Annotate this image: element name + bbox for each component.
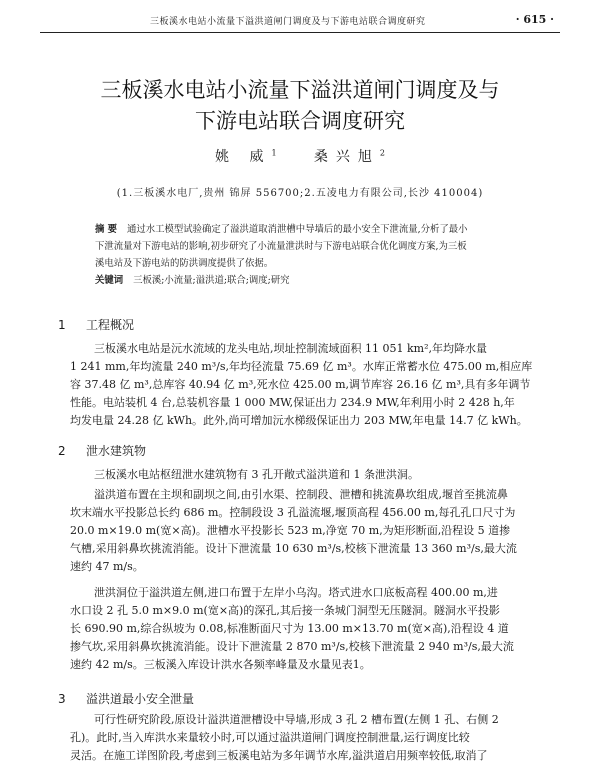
- section-heading: [58, 316, 134, 333]
- author-affiliation-mark: 1: [271, 148, 277, 158]
- paragraph: [70, 584, 540, 674]
- text-line: 可行性研究阶段,原设计溢洪道泄槽设中导墙,形成 3 孔 2 槽布置(左侧 1 孔、右侧 2: [94, 713, 499, 726]
- section-number: 2: [58, 444, 66, 458]
- text-line: 容 37.48 亿 m³,总库容 40.94 亿 m³,死水位 425.00 m,调节库容 26.16 亿 m³,具有多年调节: [70, 378, 531, 391]
- running-title: 三板溪水电站小流量下溢洪道闸门调度及与下游电站联合调度研究: [150, 17, 426, 27]
- keywords-text: 三板溪;小流量;溢洪道;联合;调度;研究: [133, 275, 290, 286]
- author-affiliation-mark: 2: [379, 148, 385, 158]
- paragraph: [70, 466, 540, 484]
- running-header: [40, 12, 560, 33]
- text-line: 孔)。此时,当入库洪水来量较小时,可以通过溢洪道闸门调度控制泄量,运行调度比较: [70, 731, 470, 744]
- text-line: 速约 47 m/s。: [70, 560, 144, 573]
- author-list: [0, 146, 600, 166]
- section-title: 工程概况: [86, 318, 135, 332]
- paper-title-line-1: 三板溪水电站小流量下溢洪道闸门调度及与: [100, 78, 500, 102]
- section-number: 3: [58, 692, 66, 706]
- text-line: 泄洪洞位于溢洪道左侧,进口布置于左岸小乌沟。塔式进水口底板高程 400.00 m,进: [94, 586, 498, 599]
- text-line: 三板溪水电站枢纽泄水建筑物有 3 孔开敞式溢洪道和 1 条泄洪洞。: [94, 468, 419, 481]
- affiliation: (1.三板溪水电厂,贵州 锦屏 556700;2.五凌电力有限公司,长沙 410004): [116, 188, 484, 199]
- section-number: 1: [58, 318, 66, 332]
- paragraph: [70, 340, 540, 430]
- text-line: 速约 42 m/s。三板溪入库设计洪水各频率峰量及水量见表1。: [70, 658, 371, 671]
- abstract-text: 通过水工模型试验确定了溢洪道取消泄槽中导墙后的最小安全下泄流量,分析了最小: [127, 224, 468, 235]
- text-line: 均发电量 24.28 亿 kWh。此外,尚可增加沅水梯级保证出力 203 MW,年电量 14.7 亿 kWh。: [70, 414, 528, 427]
- abstract-line: 溪电站及下游电站的防洪调度提供了依据。: [95, 258, 274, 269]
- section-title: 溢洪道最小安全泄量: [86, 692, 195, 706]
- text-line: 1 241 mm,年均流量 240 m³/s,年均径流量 75.69 亿 m³。水库正常蓄水位 475.00 m,相应库: [70, 360, 533, 373]
- text-line: 气槽,采用斜鼻坎挑流消能。设计下泄流量 10 630 m³/s,校核下泄流量 13 360 m³/s,最大流: [70, 542, 517, 555]
- text-line: 灵活。在施工详图阶段,考虑到三板溪电站为多年调节水库,溢洪道启用频率较低,取消了: [70, 749, 488, 762]
- keywords-line: [95, 272, 525, 289]
- text-line: 20.0 m×19.0 m(宽×高)。泄槽水平投影长 523 m,净宽 70 m,为矩形断面,沿程设 5 道掺: [70, 524, 511, 537]
- text-line: 三板溪水电站是沅水流域的龙头电站,坝址控制流域面积 11 051 km²,年均降水量: [94, 342, 487, 355]
- author-name: 桑兴旭: [313, 149, 380, 165]
- section-title: 泄水建筑物: [86, 444, 147, 458]
- keywords-label: 关键词: [95, 275, 124, 286]
- author-name: 姚 威: [215, 149, 272, 165]
- paragraph: [70, 486, 540, 576]
- text-line: 长 690.90 m,综合纵坡为 0.08,标准断面尺寸为 13.00 m×13.70 m(宽×高),沿程设 4 道: [70, 622, 509, 635]
- section-heading: [58, 690, 194, 707]
- paper-title-line-2: 下游电站联合调度研究: [195, 109, 405, 133]
- text-line: 性能。电站装机 4 台,总装机容量 1 000 MW,保证出力 234.9 MW,年利用小时 2 428 h,年: [70, 396, 515, 409]
- section-heading: [58, 442, 146, 459]
- text-line: 溢洪道布置在主坝和副坝之间,由引水渠、控制段、泄槽和挑流鼻坎组成,堰首至挑流鼻: [94, 488, 508, 501]
- abstract-label: 摘 要: [95, 224, 118, 235]
- abstract-line: 下泄流量对下游电站的影响,初步研究了小流量泄洪时与下游电站联合优化调度方案,为三板: [95, 241, 467, 252]
- text-line: 掺气坎,采用斜鼻坎挑流消能。设计下泄流量 2 870 m³/s,校核下泄流量 2 940 m³/s,最大流: [70, 640, 514, 653]
- text-line: 坎末端水平投影总长约 686 m。控制段设 3 孔溢流堰,堰顶高程 456.00 m,每孔孔口尺寸为: [70, 506, 516, 519]
- page-number: · 615 ·: [515, 13, 554, 26]
- text-line: 水口设 2 孔 5.0 m×9.0 m(宽×高)的深孔,其后接一条城门洞型无压隧洞。隧洞水平投影: [70, 604, 500, 617]
- paragraph: [70, 711, 540, 765]
- abstract-line: [95, 221, 525, 238]
